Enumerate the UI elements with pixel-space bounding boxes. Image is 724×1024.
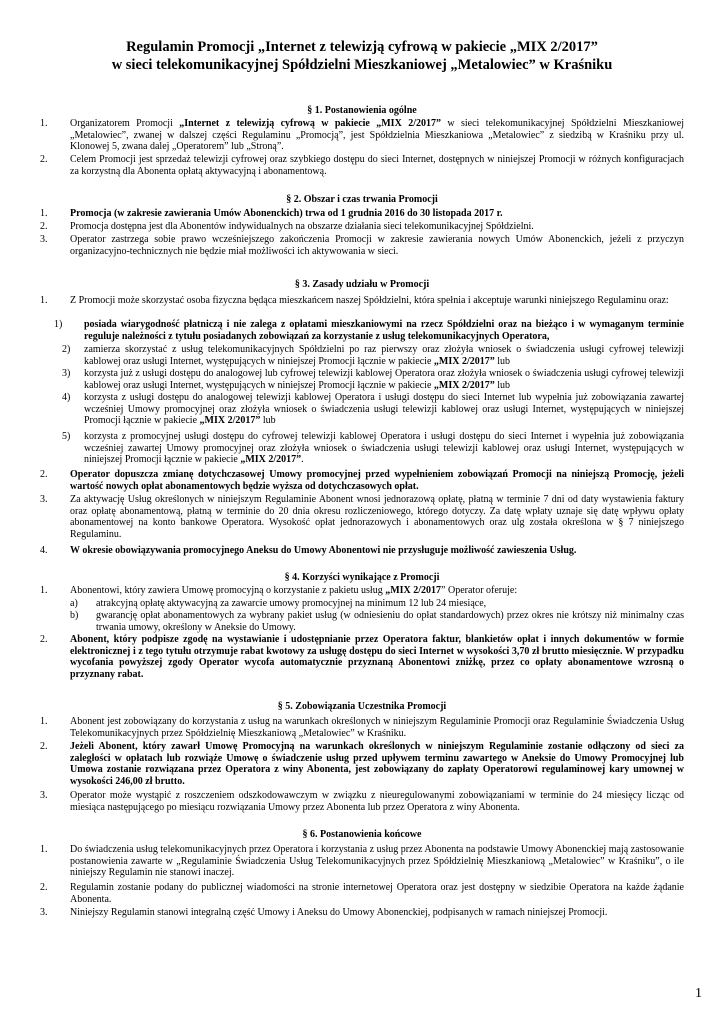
condition-4-text-a: korzysta z usługi dostępu do analogowej telewizji kablowej Operatora i usługi dostępu do sieci Internet lub wypełnia już zobowiązania zawartej wcześniej Umowy promocyjnej oraz złożyła wniosek o świadczenia usługi telewizji kablowej oraz usługi Internet, występujących w niniejszej Promocji łącznie w pakiecie bbox=[84, 392, 684, 427]
section-4-item-1 bbox=[70, 585, 684, 597]
section-3-condition-2 bbox=[84, 344, 684, 367]
section-2-item-1: Promocja (w zakresie zawierania Umów Abonenckich) trwa od 1 grudnia 2016 do 30 listopada 2017 r. bbox=[70, 208, 503, 219]
section-6-item-3: Niniejszy Regulamin stanowi integralną część Umowy i Aneksu do Umowy Abonenckiej, podpisanych w ramach niniejszej Promocji. bbox=[70, 907, 608, 918]
section-3-item-1: Z Promocji może skorzystać osoba fizyczna będąca mieszkańcem naszej Spółdzielni, która spełnia i akceptuje warunki niniejszego Regulaminu oraz: bbox=[70, 295, 669, 306]
section-3-item-2: Operator dopuszcza zmianę dotychczasowej Umowy promocyjnej przed wypełnieniem zobowiązań Promocji na niniejszą Promocję, jeżeli wartość nowych opłat abonamentowych będzie wyższa od dotychczasowych opłat. bbox=[70, 469, 684, 492]
condition-2-text-c: lub bbox=[494, 355, 511, 367]
condition-3-package: „MIX 2/2017” bbox=[433, 379, 495, 391]
page-number: 1 bbox=[695, 986, 702, 1001]
section-2-heading: § 2. Obszar i czas trwania Promocji bbox=[286, 194, 438, 205]
section-3-item-4-number: 4. bbox=[40, 545, 48, 556]
condition-4-text-c: lub bbox=[260, 415, 276, 427]
section-3-condition-3 bbox=[84, 368, 684, 391]
section-2-item-3: Operator zastrzega sobie prawo wcześniejszego zakończenia Promocji w zakresie zawierania nowych Umów Abonenckich, jeżeli z przyczyn organizacyjno-technicznych nie będzie miał możliwości ich aktywowania w sieci. bbox=[70, 234, 684, 257]
section-5-item-2: Jeżeli Abonent, który zawarł Umowę Promocyjną na warunkach określonych w niniejszym Regulaminie zostanie odłączony od sieci za zaległości w opłatach lub rozwiąże Umowę o świadczenie usług przed upływem terminu zawartego w Aneksie do Umowy Promocyjnej lub Umowa zostanie rozwiązana przez Operatora z winy Abonenta, jest zobowiązany do zapłaty Operatorowi regulaminowej kary umownej w wysokości 246,00 zł brutto. bbox=[70, 741, 684, 787]
condition-2-package: „MIX 2/2017” bbox=[433, 355, 495, 367]
section-3-heading: § 3. Zasady udziału w Promocji bbox=[294, 279, 430, 290]
condition-5-text-c: . bbox=[301, 454, 304, 466]
section-1-heading: § 1. Postanowienia ogólne bbox=[307, 105, 417, 116]
section-5-heading: § 5. Zobowiązania Uczestnika Promocji bbox=[277, 701, 447, 712]
section-5-item-1: Abonent jest zobowiązany do korzystania z usług na warunkach określonych w niniejszym Regulaminie Promocji oraz Regulaminie Świadczenia Usług Telekomunikacyjnych przez Spółdzielnię Mieszkaniową „Metalowiec” w Kraśniku. bbox=[70, 716, 684, 739]
section-3-item-4: W okresie obowiązywania promocyjnego Aneksu do Umowy Abonentowi nie przysługuje możliwość zawieszenia Usług. bbox=[70, 545, 577, 556]
section-4-item-1-text-a: Abonentowi, który zawiera Umowę promocyjną o korzystanie z pakietu usług bbox=[70, 585, 386, 596]
section-3-condition-4 bbox=[84, 392, 684, 427]
section-4-benefit-a-number: a) bbox=[70, 598, 78, 609]
section-6-item-1-number: 1. bbox=[40, 844, 48, 855]
section-3-item-1-number: 1. bbox=[40, 295, 48, 306]
section-4-item-1-number: 1. bbox=[40, 585, 48, 596]
section-2-item-2: Promocja dostępna jest dla Abonentów indywidualnych na obszarze działania sieci telekomunikacyjnej Spółdzielni. bbox=[70, 221, 534, 232]
section-4-benefit-b: gwarancję opłat abonamentowych za wybrany pakiet usług (w odniesieniu do opłat standardowych) przez okres nie krótszy niż minimalny czas trwania umowy, określony w Aneksie do Umowy. bbox=[96, 610, 684, 633]
section-1-item-1-promo-name: „Internet z telewizją cyfrową w pakiecie „MIX 2/2017” bbox=[179, 118, 441, 129]
section-2-item-2-number: 2. bbox=[40, 221, 48, 232]
section-2-item-1-number: 1. bbox=[40, 208, 48, 219]
section-3-condition-3-number: 3) bbox=[62, 368, 71, 379]
section-3-item-3-number: 3. bbox=[40, 494, 48, 505]
document-title-line-1: Regulamin Promocji „Internet z telewizją cyfrową w pakiecie „MIX 2/2017” bbox=[126, 39, 598, 55]
section-4-benefit-a: atrakcyjną opłatę aktywacyjną za zawarcie umowy promocyjnej na minimum 12 lub 24 miesiące, bbox=[96, 598, 487, 609]
section-1-item-1-text-a: Organizatorem Promocji bbox=[70, 118, 180, 129]
section-3-item-3: Za aktywację Usług określonych w niniejszym Regulaminie Abonent wnosi jednorazową opłatę, płatną w terminie 7 dni od daty wystawienia faktury oraz opłatę abonamentową, płatną w terminie do 20 dnia okresu rozliczeniowego, którego dotyczy. Za datę wpłaty uznaje się datę wpływu opłaty abonamentowej na konto bankowe Operatora. Wysokość opłat jednorazowych i abonamentowych oraz ulg została określona w § 7 niniejszego Regulaminu. bbox=[70, 494, 684, 540]
section-1-item-2: Celem Promocji jest sprzedaż telewizji cyfrowej oraz szybkiego dostępu do sieci Internet, dostępnych w niniejszej Promocji w różnych konfiguracjach za korzystną dla Abonenta opłatą aktywacyjną i abonamentową. bbox=[70, 154, 684, 177]
section-6-item-1: Do świadczenia usług telekomunikacyjnych przez Operatora i korzystania z usług przez Abonenta na podstawie Umowy Abonenckiej mają zastosowanie postanowienia zawarte w „Regulaminie Świadczenia Usług Telekomunikacyjnych przez Spółdzielnię Mieszkaniową „Metalowiec” w Kraśniku”, o ile niniejszy Regulamin nie stanowi inaczej. bbox=[70, 844, 684, 879]
section-1-item-1-number: 1. bbox=[40, 118, 48, 129]
condition-3-text-c: lub bbox=[494, 379, 511, 391]
condition-2-text-a: zamierza skorzystać z usług telekomunikacyjnych Spółdzielni po raz pierwszy oraz złożyła wniosek o świadczenia usługi cyfrowej telewizji kablowej oraz usługi Internet, występujących w niniejszej Promocji łącznie w pakiecie bbox=[84, 344, 684, 367]
section-3-condition-1-number: 1) bbox=[54, 319, 63, 330]
section-4-benefit-b-number: b) bbox=[70, 610, 79, 621]
section-5-item-2-number: 2. bbox=[40, 741, 48, 752]
condition-5-text-a: korzysta z promocyjnej usługi dostępu do cyfrowej telewizji kablowej Operatora i usługi dostępu do sieci Internet i wypełnia już zobowiązania wcześniej zawartej Umowy promocyjnej oraz złożyła wniosek o świadczenia usługi telewizji kablowej oraz usługi Internet, występujących w niniejszej Promocji łącznie w pakiecie bbox=[84, 431, 684, 466]
condition-4-package: „MIX 2/2017” bbox=[199, 415, 261, 427]
section-3-condition-4-number: 4) bbox=[62, 392, 71, 403]
section-3-condition-5-number: 5) bbox=[62, 431, 71, 442]
section-2-item-3-number: 3. bbox=[40, 234, 48, 245]
condition-5-package: „MIX 2/2017” bbox=[240, 454, 302, 466]
section-4-item-1-text-c: ” Operator oferuje: bbox=[441, 585, 518, 596]
section-4-item-2-number: 2. bbox=[40, 634, 48, 645]
section-5-item-3: Operator może wystąpić z roszczeniem odszkodowawczym w związku z nieuregulowanymi zobowiązaniami w terminie do 24 miesięcy licząc od miesiąca następującego po miesiącu rozwiązania Umowy przez Abonenta lub przez Operatora z winy Abonenta. bbox=[70, 790, 684, 813]
section-5-item-1-number: 1. bbox=[40, 716, 48, 727]
section-1-item-1-text-c: w sieci telekomunikacyjnej Spółdzielni Mieszkaniowej „Metalowiec”, zwanej w dalszej części Regulaminu „Promocją”, jest Spółdzielnia Mieszkaniowa „Metalowiec” z siedzibą w Kraśniku przy ul. Klonowej 5, zwana dalej „Operatorem” lub „Stroną”. bbox=[70, 118, 684, 153]
section-1-item-2-number: 2. bbox=[40, 154, 48, 165]
section-4-heading: § 4. Korzyści wynikające z Promocji bbox=[284, 572, 440, 583]
document-title-line-2: w sieci telekomunikacyjnej Spółdzielni Mieszkaniowej „Metalowiec” w Kraśniku bbox=[111, 57, 613, 73]
section-6-item-2: Regulamin zostanie podany do publicznej wiadomości na stronie internetowej Operatora oraz jest dostępny w siedzibie Operatora na każde żądanie Abonenta. bbox=[70, 882, 684, 905]
section-3-item-2-number: 2. bbox=[40, 469, 48, 480]
section-6-item-2-number: 2. bbox=[40, 882, 48, 893]
section-3-condition-2-number: 2) bbox=[62, 344, 71, 355]
section-6-heading: § 6. Postanowienia końcowe bbox=[302, 829, 422, 840]
section-6-item-3-number: 3. bbox=[40, 907, 48, 918]
section-3-condition-5 bbox=[84, 431, 684, 466]
section-1-item-1 bbox=[70, 118, 684, 153]
condition-3-text-a: korzysta już z usługi dostępu do analogowej lub cyfrowej telewizji kablowej Operatora oraz złożyła wniosek o świadczenia usługi cyfrowej telewizji kablowej oraz usługi Internet, występujących w niniejszej Promocji łącznie w pakiecie bbox=[84, 368, 684, 391]
section-4-item-1-package: „MIX 2/2017 bbox=[385, 585, 442, 596]
section-5-item-3-number: 3. bbox=[40, 790, 48, 801]
section-4-item-2: Abonent, który podpisze zgodę na wystawianie i udostępnianie przez Operatora faktur, blankietów opłat i innych dokumentów w formie elektronicznej i z tego tytułu otrzymuje rabat kwotowy za usługę dostępu do sieci Internet w wysokości 3,70 zł brutto miesięcznie. W przypadku wycofania powyższej zgody Operator wycofa automatycznie przyznaną Abonentowi zniżkę, przez co opłaty abonamentowe wzrosną o przyznany rabat. bbox=[70, 634, 684, 680]
section-3-condition-1: posiada wiarygodność płatniczą i nie zalega z opłatami mieszkaniowymi na rzecz Spółdzielni oraz na bieżąco i w wymaganym terminie reguluje należności z tytułu posiadanych zobowiązań za korzystanie z usług telekomunikacyjnych Operatora, bbox=[84, 319, 684, 342]
